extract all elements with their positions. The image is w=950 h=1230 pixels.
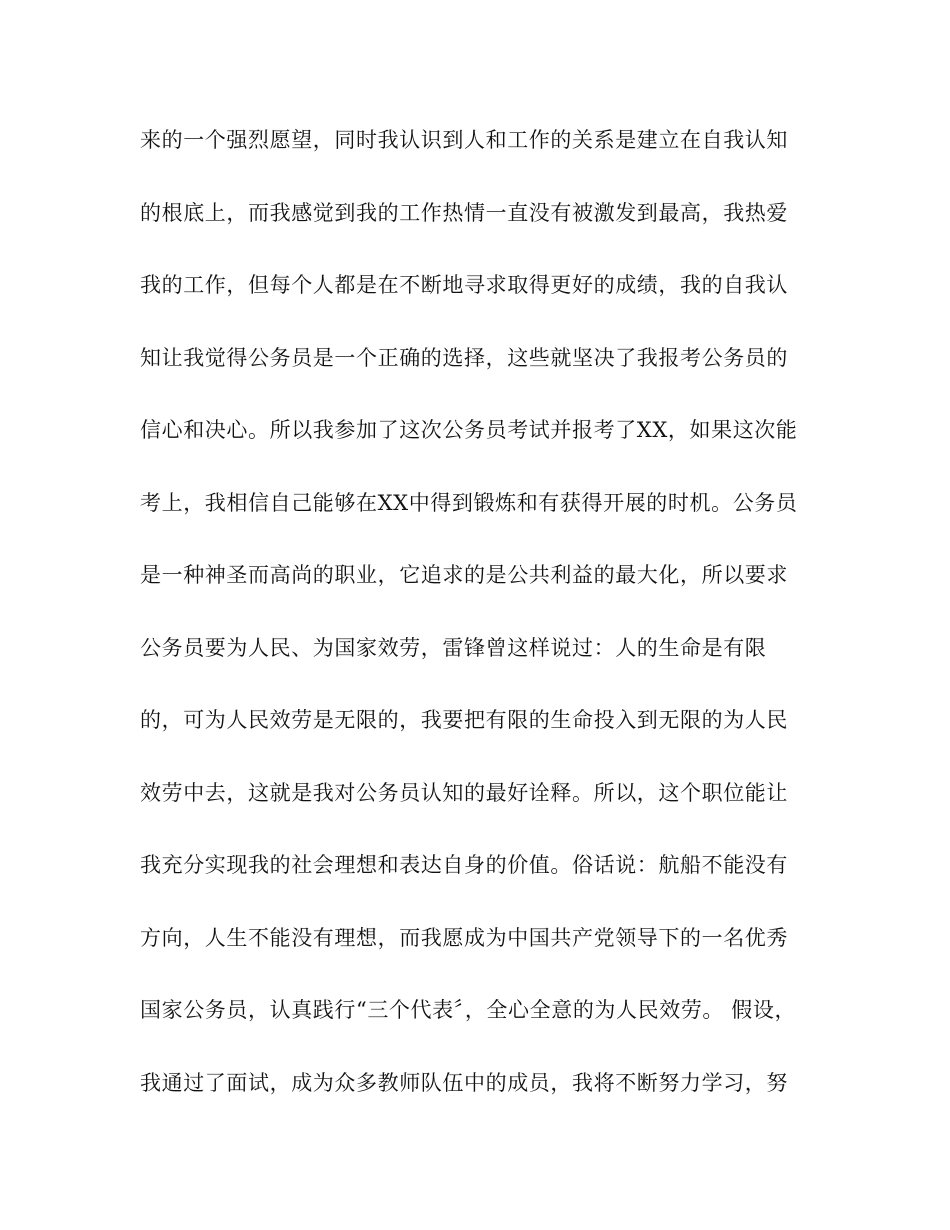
text-line: 我的工作，但每个人都是在不断地寻求取得更好的成绩，我的自我认: [140, 273, 788, 297]
text-line: 考上，我相信自己能够在XX中得到锻炼和有获得开展的时机。公务员: [140, 490, 798, 515]
text-line: 我通过了面试，成为众多教师队伍中的成员，我将不断努力学习，努: [140, 1070, 788, 1095]
body-text: [140, 122, 820, 1137]
text-line: 公务员要为人民、为国家效劳，雷锋曾这样说过：人的生命是有限: [140, 635, 767, 660]
text-line: 知让我觉得公务员是一个正确的选择，这些就坚决了我报考公务员的: [140, 345, 788, 370]
text-line: 的根底上，而我感觉到我的工作热情一直没有被激发到最高，我热爱: [140, 200, 788, 225]
text-line: 来的一个强烈愿望，同时我认识到人和工作的关系是建立在自我认知: [140, 128, 788, 152]
text-line: 是一种神圣而高尚的职业，它追求的是公共利益的最大化，所以要求: [140, 563, 788, 587]
text-line: 信心和决心。所以我参加了这次公务员考试并报考了XX，如果这次能: [140, 418, 798, 442]
text-line: 的，可为人民效劳是无限的，我要把有限的生命投入到无限的为人民: [140, 708, 788, 732]
text-line: 我充分实现我的社会理想和表达自身的价值。俗话说：航船不能没有: [140, 853, 788, 877]
text-line: 国家公务员，认真践行“三个代表〞，全心全意的为人民效劳。 假设，: [140, 998, 797, 1022]
text-line: 效劳中去，这就是我对公务员认知的最好诠释。所以，这个职位能让: [140, 780, 788, 805]
text-line: 方向，人生不能没有理想，而我愿成为中国共产党领导下的一名优秀: [140, 925, 788, 950]
